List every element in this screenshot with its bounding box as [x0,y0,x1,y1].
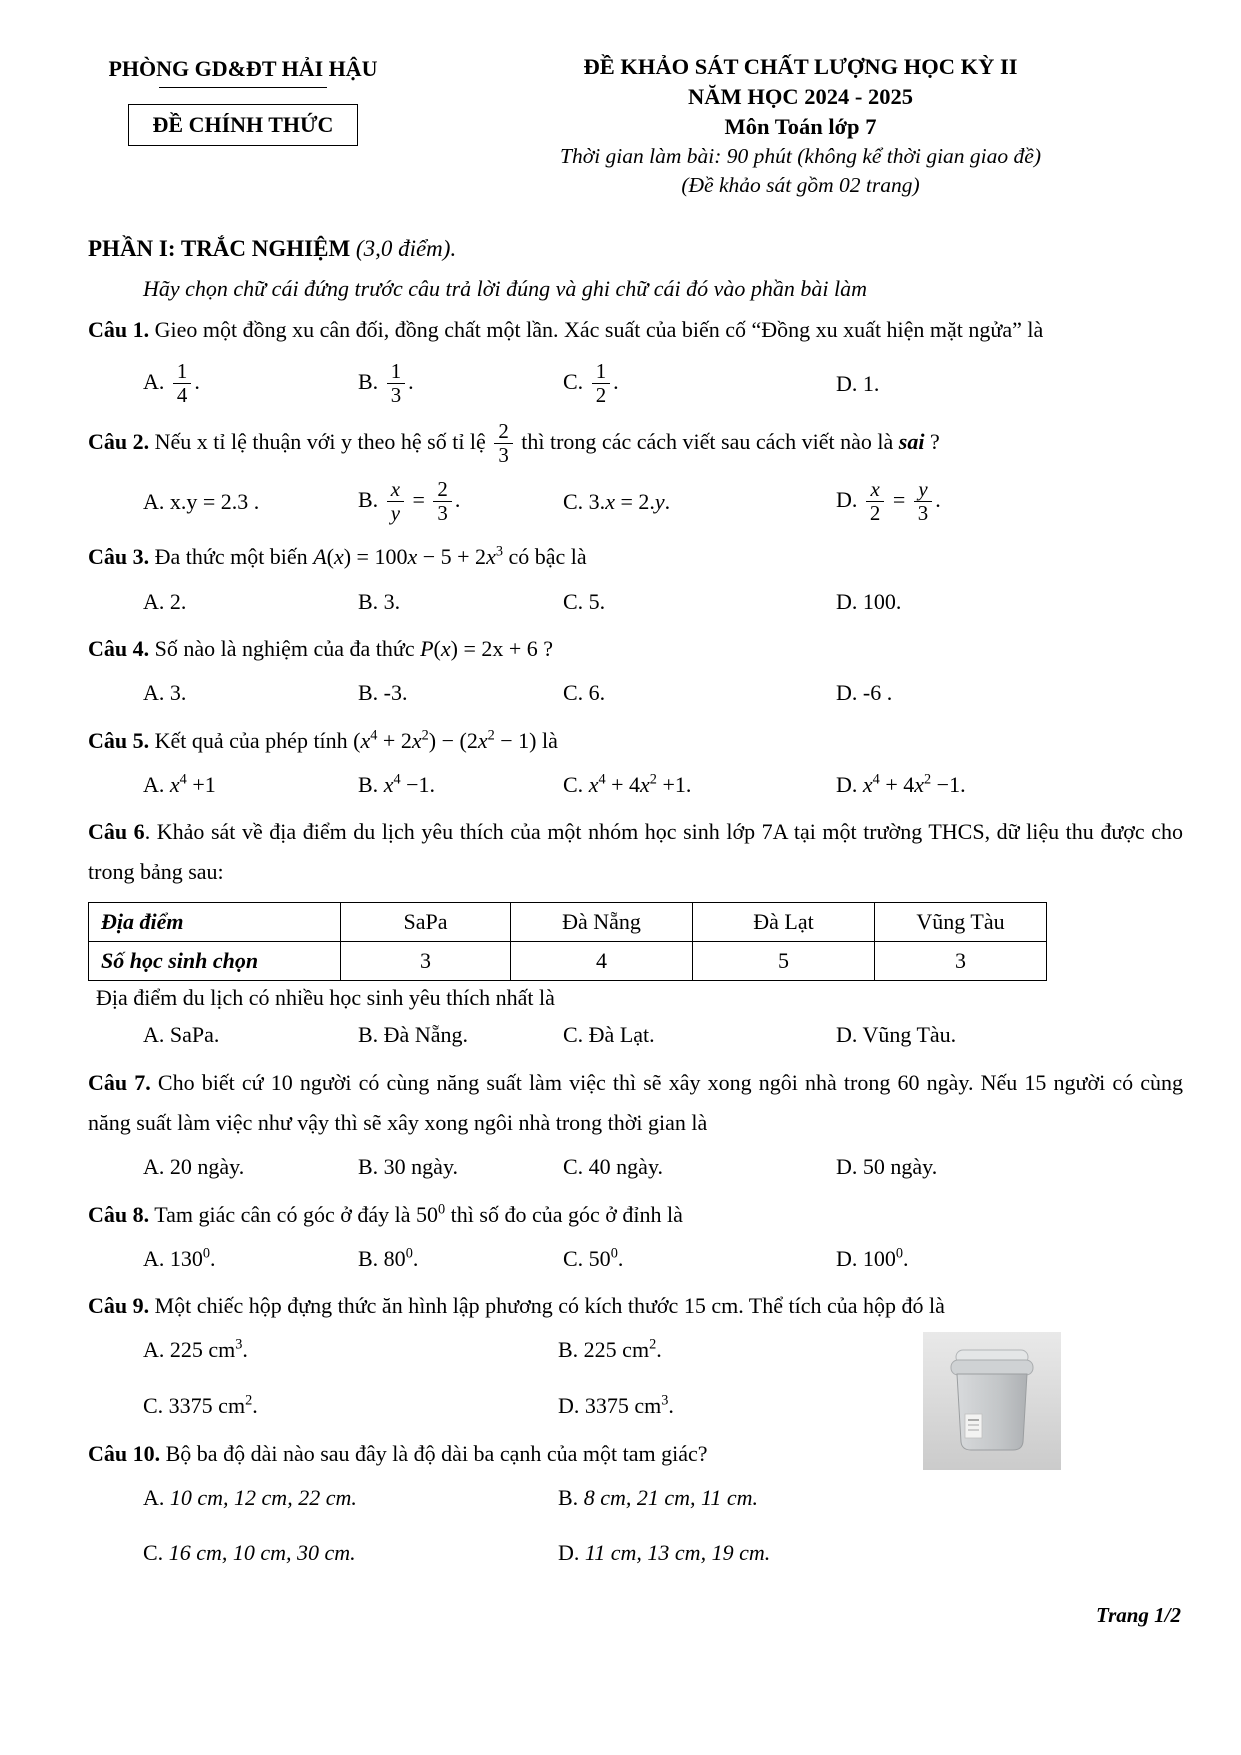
question-9-text: Một chiếc hộp đựng thức ăn hình lập phương có kích thước 15 cm. Thể tích của hộp đó là [154,1293,945,1319]
question-9-label: Câu 9. [88,1293,150,1319]
header-left [88,52,398,146]
question-7-option-c: C. 40 ngày. [563,1154,664,1180]
question-7-options [88,1147,1183,1187]
question-4-options [88,673,1183,713]
part1-heading [88,236,1183,262]
question-8-text: Tam giác cân có góc ở đáy là $50^0$ thì số đo của góc ở đỉnh là [154,1201,683,1227]
question-2-option-b: B. $\frac{x}{y}$ = $\frac{2}{3}$ . [358,476,461,526]
question-2-text: Nếu x tỉ lệ thuận với y theo hệ số tỉ lệ $\frac{2}{3}$ thì trong các cách viết sau cách viết nào là sai ? [154,418,940,468]
survey-table-count-row [89,942,1047,981]
question-6-option-a: A. SaPa. [143,1022,220,1048]
question-4-option-c: C. 6. [563,680,606,706]
question-4-label: Câu 4. [88,636,150,662]
question-8-stem [88,1195,1183,1235]
question-3-option-a: A. 2. [143,588,187,614]
pages-note: (Đề khảo sát gồm 02 trang) [681,173,920,198]
duration-note: Thời gian làm bài: 90 phút (không kể thời gian giao đề) [560,144,1041,169]
question-3-option-c: C. 5. [563,588,606,614]
question-9-option-b: B. 225 $cm^2$. [558,1337,662,1363]
question-5-text: Kết quả của phép tính $(x^4 + 2x^2) - (2x^2 - 1)$ là [154,727,558,753]
question-2-stem [88,420,1183,468]
question-8-option-c: C. $50^0$. [563,1245,624,1271]
question-9-option-d: D. 3375 $cm^3$. [558,1392,674,1418]
question-4-stem [88,629,1183,669]
question-6 [88,812,1183,1055]
department-name: PHÒNG GD&ĐT HẢI HẬU [108,56,378,81]
question-4-option-b: B. -3. [358,680,408,706]
question-2-options [88,478,1183,526]
question-2-option-c: C. 3.x = 2.y. [563,488,671,514]
question-8-option-b: B. $80^0$. [358,1245,419,1271]
question-7-text: Cho biết cứ 10 người có cùng năng suất làm việc thì sẽ xây xong ngôi nhà trong 60 ngày. Nếu 15 người có cùng năng suất làm việc như vậy thì sẽ xây xong ngôi nhà trong thời gian là [88,1070,1184,1136]
table-cell-count-dalat: 5 [693,942,875,981]
question-5-option-c: C. $x^4 + 4x^2 +1$. [563,771,692,797]
question-5-options [88,765,1183,805]
official-exam-label: ĐỀ CHÍNH THỨC [128,104,359,146]
question-4-text: Số nào là nghiệm của đa thức P(x) = 2x + 6 ? [154,636,554,662]
question-3-option-b: B. 3. [358,588,401,614]
question-6-note: Địa điểm du lịch có nhiều học sinh yêu thích nhất là [96,985,555,1011]
table-cell-count-danang: 4 [511,942,693,981]
question-9 [88,1286,1183,1425]
question-5-stem [88,721,1183,761]
question-10-options [88,1478,1183,1573]
header [88,52,1183,200]
question-3-option-d: D. 100. [836,588,902,614]
question-10-label: Câu 10. [88,1440,161,1466]
question-10-text: Bộ ba độ dài nào sau đây là độ dài ba cạnh của một tam giác? [165,1440,708,1466]
part1-instruction: Hãy chọn chữ cái đứng trước câu trả lời đúng và ghi chữ cái đó vào phần bài làm [143,276,868,302]
question-2-label: Câu 2. [88,428,150,454]
question-1-text: Gieo một đồng xu cân đối, đồng chất một lần. Xác suất của biến cố “Đồng xu xuất hiện mặt ngửa” là [154,317,1044,343]
question-5-option-d: D. $x^4 + 4x^2 -1$. [836,771,966,797]
question-1-option-c: C. $\frac{1}{2}$ . [563,359,619,408]
question-8-label: Câu 8. [88,1201,150,1227]
survey-table-header-row [89,903,1047,942]
question-10-option-b: B. 8 cm, 21 cm, 11 cm. [558,1484,759,1510]
subject-line: Môn Toán lớp 7 [724,114,877,140]
table-cell-count-header: Số học sinh chọn [89,942,341,981]
question-8-option-a: A. $130^0$. [143,1245,216,1271]
question-5-option-a: A. $x^4 +1$ [143,771,216,797]
question-2-option-a: A. x.y = 2.3 . [143,488,260,514]
question-4-option-a: A. 3. [143,680,187,706]
header-right [398,52,1183,200]
question-7-option-a: A. 20 ngày. [143,1154,245,1180]
question-10-option-a: A. 10 cm, 12 cm, 22 cm. [143,1484,357,1510]
question-5-label: Câu 5. [88,727,150,753]
question-6-options [88,1015,1183,1055]
part1-points: (3,0 điểm). [355,236,457,262]
question-3-label: Câu 3. [88,544,150,570]
question-3-stem [88,537,1183,577]
question-3-options [88,582,1183,622]
table-cell-location-header: Địa điểm [89,903,341,942]
question-6-option-c: C. Đà Lạt. [563,1022,655,1048]
question-8-options [88,1239,1183,1279]
part1-title: PHẦN I: TRẮC NGHIỆM [88,236,351,262]
question-6-stem [88,812,1183,892]
table-cell-vungtau: Vũng Tàu [875,903,1047,942]
question-4-option-d: D. -6 . [836,680,893,706]
question-7-label: Câu 7. [88,1070,151,1096]
question-5 [88,721,1183,805]
question-7-stem [88,1063,1183,1143]
survey-table [88,902,1047,981]
question-9-option-a: A. 225 $cm^3$. [143,1337,248,1363]
table-cell-danang: Đà Nẵng [511,903,693,942]
question-10-option-c: C. 16 cm, 10 cm, 30 cm. [143,1540,356,1566]
table-cell-count-vungtau: 3 [875,942,1047,981]
question-10-option-d: D. 11 cm, 13 cm, 19 cm. [558,1540,771,1566]
question-1-label: Câu 1. [88,317,150,343]
question-8 [88,1195,1183,1279]
food-container-image [923,1332,1061,1470]
question-1-options [88,360,1183,408]
question-1-stem [88,310,1183,350]
question-3 [88,537,1183,621]
question-4 [88,629,1183,713]
page-number: Trang 1/2 [1096,1602,1181,1627]
table-cell-dalat: Đà Lạt [693,903,875,942]
question-2-option-d: D. $\frac{x}{2}$ = $\frac{y}{3}$ . [836,476,941,526]
question-7-option-d: D. 50 ngày. [836,1154,938,1180]
question-7 [88,1063,1183,1187]
table-cell-sapa: SaPa [341,903,511,942]
question-5-option-b: B. $x^4 -1$. [358,771,436,797]
question-2 [88,420,1183,526]
school-year: NĂM HỌC 2024 - 2025 [688,84,913,110]
question-9-stem [88,1286,1183,1326]
question-1 [88,310,1183,408]
question-6-option-b: B. Đà Nẵng. [358,1022,468,1048]
question-6-text: . Khảo sát về địa điểm du lịch yêu thích của một nhóm học sinh lớp 7A tại một trường THCS, dữ liệu thu được cho trong bảng sau: [88,819,1183,885]
question-1-option-b: B. $\frac{1}{3}$ . [358,359,414,408]
question-6-option-d: D. Vũng Tàu. [836,1022,957,1048]
question-6-label: Câu 6 [88,819,145,845]
question-1-option-d: D. 1. [836,371,880,397]
table-cell-count-sapa: 3 [341,942,511,981]
question-3-text: Đa thức một biến $A(x) = 100x - 5 + 2x^3$ có bậc là [154,544,587,570]
question-8-option-d: D. $100^0$. [836,1245,909,1271]
question-9-option-c: C. 3375 $cm^2$. [143,1392,258,1418]
question-7-option-b: B. 30 ngày. [358,1154,459,1180]
question-1-option-a: A. $\frac{1}{4}$ . [143,359,200,408]
exam-title: ĐỀ KHẢO SÁT CHẤT LƯỢNG HỌC KỲ II [583,54,1018,79]
header-divider [159,87,327,88]
